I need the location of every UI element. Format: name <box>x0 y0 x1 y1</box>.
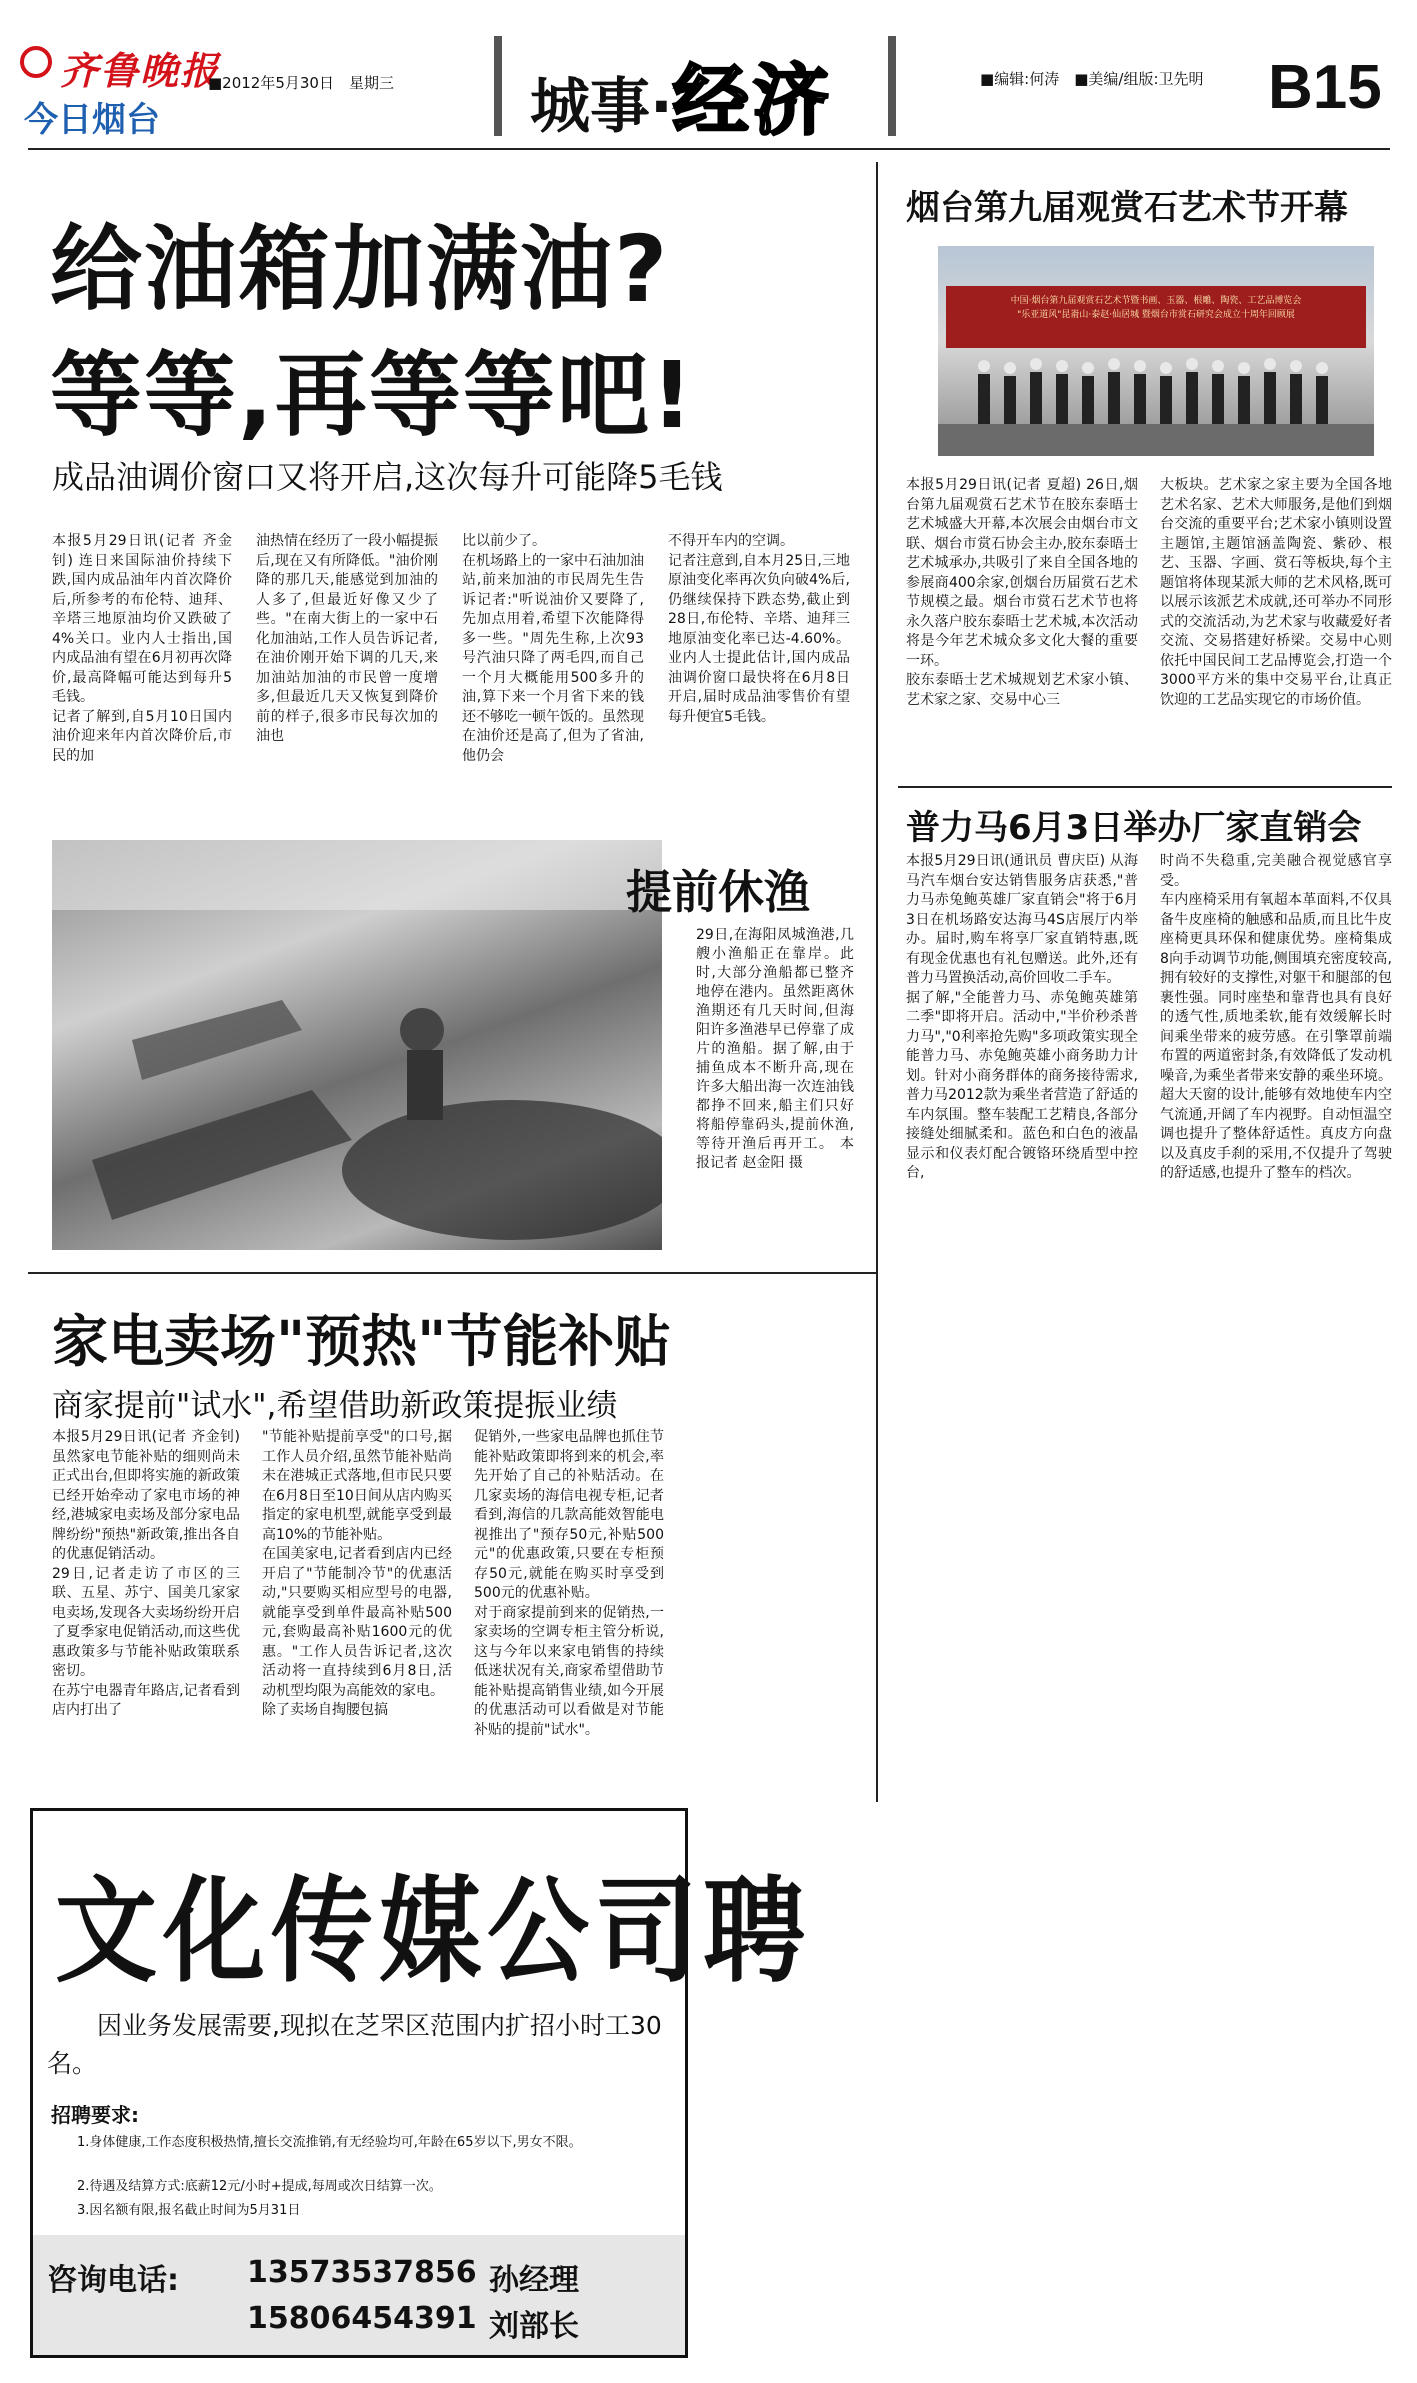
ad-requirement-1: 1.身体健康,工作态度积极热情,擅长交流推销,有无经验均可,年龄在65岁以下,男女不限。 <box>77 2135 582 2150</box>
recruitment-ad <box>30 1808 811 2358</box>
ad-headline: 文化传媒公司聘 <box>55 1864 811 1999</box>
ad-requirement-2: 2.待遇及结算方式:底薪12元/小时+提成,每周或次日结算一次。 <box>77 2179 442 2194</box>
section-title-b: 经济 <box>672 56 833 145</box>
section-title-dot: · <box>650 72 673 142</box>
issue-date: ■2012年5月30日 星期三 <box>208 74 394 92</box>
lead-headline-2: 等等,再等等吧! <box>50 342 695 449</box>
paper-logo-icon <box>20 46 52 78</box>
ad-contact-band <box>33 2235 685 2355</box>
fishing-boat-icon <box>52 840 662 1250</box>
masthead <box>0 0 1417 145</box>
section-title-a: 城事 <box>530 72 650 142</box>
ad-intro: 因业务发展需要,现拟在芝罘区范围内扩招小时工30名。 <box>47 2011 662 2078</box>
puliwa-col-1: 本报5月29日讯(通讯员 曹庆臣) 从海马汽车烟台安达销售服务店获悉,"普力马赤兔鲍英雄厂家直销会"将于6月3日在机场路安达海马4S店展厅内举办。届时,购车将享厂家直销特惠,既有现金优惠也有礼包赠送。此外,还有普力马置换活动,高价回收二手车。 据了解,"全能普力马、赤兔鲍英雄第二季"即将开启。活动中,"半价秒杀普力马","0利率抢先购"多项政策实现全能普力马、赤兔鲍英雄小商务助力计划。针对小商务群体的商务接待需求,普力马2012款为乘坐者营造了舒适的车内氛围。整车装配工艺精良,各部分接缝处细腻柔和。蓝色和白色的液晶显示和仪表灯配合镀铬环绕盾型中控台, <box>906 853 1138 1181</box>
appliance-subhead: 商家提前"试水",希望借助新政策提振业绩 <box>52 1388 618 1424</box>
lead-col-1: 本报5月29日讯(记者 齐金钊) 连日来国际油价持续下跌,国内成品油年内首次降价后,所参考的布伦特、迪拜、辛塔三地原油均价又跌破了4%关口。业内人士指出,国内成品油有望在6月初再次降价,最高降幅可能达到每升5毛钱。 记者了解到,自5月10日国内油价迎来年内首次降价后,市民的加 <box>52 533 232 764</box>
puliwa-col-2: 时尚不失稳重,完美融合视觉感官享受。 车内座椅采用有氧超本革面料,不仅具备牛皮座椅的触感和品质,而且比牛皮座椅更具环保和健康优势。座椅集成8向手动调节功能,侧围填充密度较高,拥有较好的支撑性,对躯干和腿部的包裹性强。同时座垫和靠背也具有良好的透气性,质地柔软,能有效缓解长时间乘坐带来的疲劳感。在引擎罩前端布置的两道密封条,有效降低了发动机噪音,为乘坐者带来安静的乘坐环境。超大天窗的设计,能够有效地使车内空气流通,开阔了车内视野。自动恒温空调也提升了整体舒适性。真皮方向盘以及真皮手刹的采用,不仅提升了驾驶的舒适感,也提升了整车的档次。 <box>1160 853 1392 1181</box>
fishing-caption: 29日,在海阳凤城渔港,几艘小渔船正在靠岸。此时,大部分渔船都已整齐地停在港内。虽然距离休渔期还有几天时间,但海阳许多渔港早已停靠了成片的渔船。据了解,由于捕鱼成本不断升高,现在许多大船出海一次连油钱都挣不回来,船主们只好将船停靠码头,提前休渔,等待开渔后再开工。 本报记者 赵金阳 摄 <box>696 927 854 1171</box>
stone-banner-line-1: 中国·烟台第九届观赏石艺术节暨书画、玉器、根雕、陶瓷、工艺品博览会 <box>1010 296 1302 306</box>
masthead-divider-left <box>494 36 502 136</box>
lead-bottom-rule <box>28 1272 876 1274</box>
ad-requirements-title: 招聘要求: <box>51 2103 139 2127</box>
ad-contact-2: 刘部长 <box>489 2309 579 2344</box>
ad-phone-2: 15806454391 <box>247 2301 477 2336</box>
stone-bottom-rule <box>898 786 1392 788</box>
stone-headline: 烟台第九届观赏石艺术节开幕 <box>906 188 1348 228</box>
puliwa-headline: 普力马6月3日举办厂家直销会 <box>906 808 1362 848</box>
fishing-photo <box>52 840 662 1250</box>
lead-subhead: 成品油调价窗口又将开启,这次每升可能降5毛钱 <box>52 458 723 496</box>
fishing-title: 提前休渔 <box>626 865 810 919</box>
stone-photo <box>938 246 1374 456</box>
ad-requirement-3: 3.因名额有限,报名截止时间为5月31日 <box>77 2203 301 2218</box>
lead-col-4: 不得开车内的空调。 记者注意到,自本月25日,三地原油变化率再次负向破4%后,仍继续保持下跌态势,截止到28日,布伦特、辛塔、迪拜三地原油变化率已达-4.60%。业内人士提此估计,国内成品油调价窗口最快将在6月8日开启,届时成品油零售价有望每升便宜5毛钱。 <box>668 533 850 725</box>
section-title <box>530 40 833 149</box>
stone-banner-line-2: "乐亚道风"昆嵛山·泰赵·仙居城 暨烟台市赏石研究会成立十周年回顾展 <box>1017 310 1295 320</box>
page-number: B15 <box>1268 53 1382 122</box>
masthead-rule <box>28 148 1390 150</box>
ad-phone-1: 13573537856 <box>247 2255 477 2290</box>
appliance-col-1: 本报5月29日讯(记者 齐金钊) 虽然家电节能补贴的细则尚未正式出台,但即将实施的新政策已经开始牵动了家电市场的神经,港城家电卖场及部分家电品牌纷纷"预热"新政策,推出各自的优惠促销活动。 29日,记者走访了市区的三联、五星、苏宁、国美几家家电卖场,发现各大卖场纷纷开启了夏季家电促销活动,而这些优惠政策多与节能补贴政策联系密切。 在苏宁电器青年路店,记者看到店内打出了 <box>52 1429 240 1718</box>
stone-col-1: 本报5月29日讯(记者 夏超) 26日,烟台第九届观赏石艺术节在胶东泰晤士艺术城盛大开幕,本次展会由烟台市文联、烟台市赏石协会主办,胶东泰晤士艺术城承办,共吸引了来自全国各地的参展商400余家,创烟台历届赏石艺术节规模之最。烟台市赏石艺术节也将永久落户胶东泰晤士艺术城,本次活动将是今年艺术城众多文化大餐的重要一环。 胶东泰晤士艺术城规划艺术家小镇、艺术家之家、交易中心三 <box>906 477 1138 708</box>
ad-contact-1: 孙经理 <box>489 2263 579 2298</box>
edition-name: 今日烟台 <box>24 100 160 140</box>
appliance-col-2: "节能补贴提前享受"的口号,据工作人员介绍,虽然节能补贴尚未在港城正式落地,但市民只要在6月8日至10日间从店内购买指定的家电机型,就能享受到最高10%的节能补贴。 在国美家电,记者看到店内已经开启了"节能制冷节"的优惠活动,"只要购买相应型号的电器,就能享受到单件最高补贴500元,套购最高补贴1600元的优惠。"工作人员告诉记者,这次活动将一直持续到6月8日,活动机型均限为高能效的家电。 除了卖场自掏腰包搞 <box>262 1429 452 1718</box>
lead-col-3: 比以前少了。 在机场路上的一家中石油加油站,前来加油的市民周先生告诉记者:"听说油价又要降了,先加点用着,希望下次能降得多一些。"周先生称,上次93号汽油只降了两毛四,而自己一个月大概能用500多升的油,算下来一个月省下来的钱还不够吃一顿午饭的。虽然现在油价还是高了,但为了省油,他仍会 <box>462 533 644 764</box>
appliance-headline: 家电卖场"预热"节能补贴 <box>52 1310 671 1375</box>
editor-credits: ■编辑:何涛 ■美编/组版:卫先明 <box>980 70 1204 88</box>
lead-col-2: 油热情在经历了一段小幅提振后,现在又有所降低。"油价刚降的那几天,能感觉到加油的人多了,但最近好像又少了些。"在南大街上的一家中石化加油站,工作人员告诉记者,在油价刚开始下调的几天,来加油站加油的市民曾一度增多,但最近几天又恢复到降价前的样子,很多市民每次加的油也 <box>256 533 438 744</box>
appliance-col-3: 促销外,一些家电品牌也抓住节能补贴政策即将到来的机会,率先开始了自己的补贴活动。在几家卖场的海信电视专柜,记者看到,海信的几款高能效智能电视推出了"预存50元,补贴500元"的优惠政策,只要在专柜预存50元,就能在购买时享受到500元的优惠补贴。 对于商家提前到来的促销热,一家卖场的空调专柜主管分析说,这与今年以来家电销售的持续低迷状况有关,商家希望借助节能补贴提高销售业绩,如今开展的优惠活动可以看做是对节能补贴的提前"试水"。 <box>474 1429 664 1738</box>
stone-col-2: 大板块。艺术家之家主要为全国各地艺术名家、艺术大师服务,是他们到烟台交流的重要平台;艺术家小镇则设置主题馆,主题馆涵盖陶瓷、紫砂、根艺、玉器、字画、赏石等板块,每个主题馆将体现某派大师的艺术风格,既可以展示该派艺术成就,还可举办不同形式的交流活动,为艺术家与收藏爱好者交流、交易搭建好桥梁。交易中心则依托中国民间工艺品博览会,打造一个3000平方米的集中交易平台,让真正饮迎的工艺品实现它的市场价值。 <box>1160 477 1392 708</box>
right-column-divider <box>876 162 878 1802</box>
paper-name: 齐鲁晚报 <box>60 48 221 93</box>
masthead-divider-right <box>888 36 896 136</box>
ad-phone-label: 咨询电话: <box>47 2263 179 2298</box>
people-icon <box>938 246 1374 456</box>
lead-headline-1: 给油箱加满油? <box>50 216 670 323</box>
